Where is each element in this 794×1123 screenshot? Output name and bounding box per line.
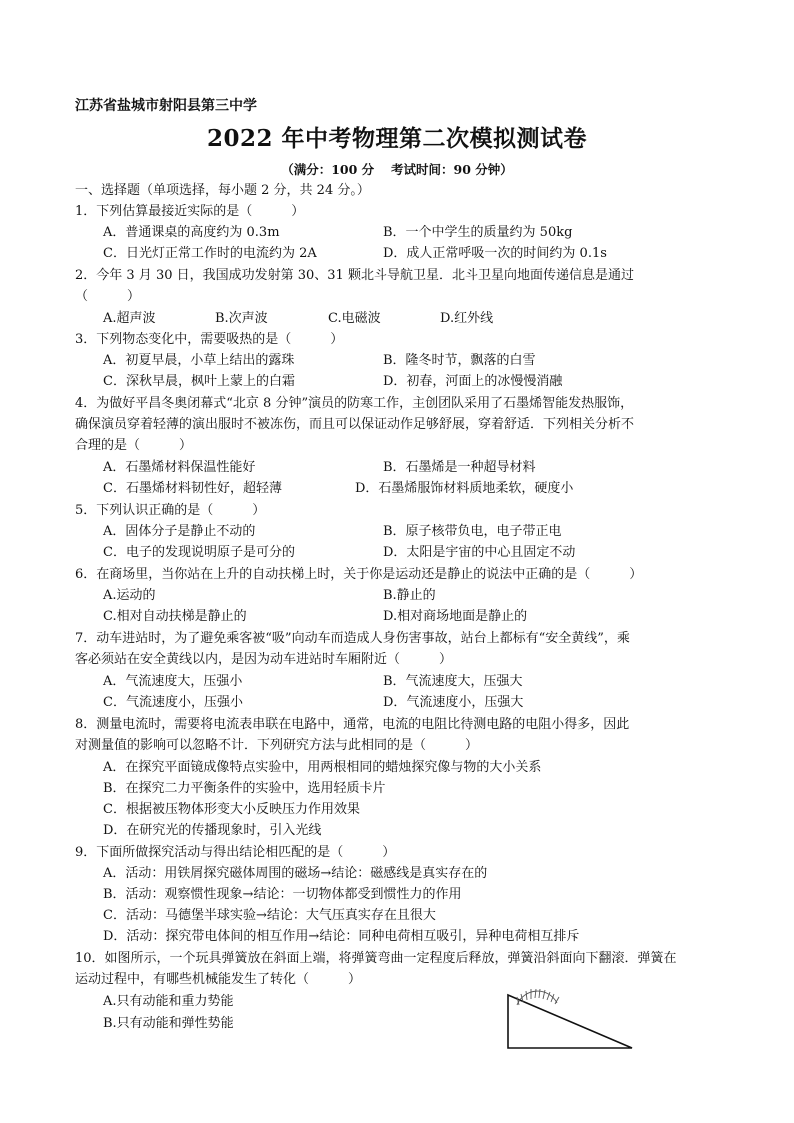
q1-option-a: A．普通课桌的高度约为 0.3m [103, 225, 280, 240]
toy-spring-icon [517, 989, 559, 1005]
q9-option-c: C．活动：马德堡半球实验→结论：大气压真实存在且很大 [103, 908, 436, 923]
q7-option-b: B．气流速度大，压强大 [383, 674, 523, 689]
question-1-stem: 1．下列估算最接近实际的是（ ） [75, 204, 305, 219]
q4-option-d: D．石墨烯服饰材料质地柔软，硬度小 [355, 481, 574, 496]
q3-option-b: B．隆冬时节，飘落的白雪 [383, 353, 536, 368]
q8-option-d: D．在研究光的传播现象时，引入光线 [103, 823, 322, 838]
question-6-stem: 6．在商场里，当你站在上升的自动扶梯上时，关于你是运动还是静止的说法中正确的是（ ） [75, 567, 643, 582]
question-7-stem: 7．动车进站时，为了避免乘客被“吸”向动车而造成人身伤害事故，站台上都标有“安全黄线”，乘 [75, 631, 630, 646]
q9-option-d: D．活动：探究带电体间的相互作用→结论：同种电荷相互吸引，异种电荷相互排斥 [103, 929, 580, 944]
q4-option-c: C．石墨烯材料韧性好，超轻薄 [103, 481, 282, 496]
q10-option-b: B.只有动能和弹性势能 [103, 1016, 234, 1031]
question-2-stem-cont: （ ） [75, 289, 141, 304]
school-name: 江苏省盐城市射阳县第三中学 [75, 98, 257, 114]
q3-option-d: D．初春，河面上的冰慢慢消融 [383, 374, 563, 389]
q1-option-b: B．一个中学生的质量约为 50kg [383, 225, 573, 240]
q5-option-b: B．原子核带负电，电子带正电 [383, 524, 562, 539]
question-10-stem-cont: 运动过程中，有哪些机械能发生了转化（ ） [75, 972, 362, 987]
section-heading: 一、选择题（单项选择，每小题 2 分，共 24 分。） [75, 183, 370, 198]
question-5-stem: 5．下列认识正确的是（ ） [75, 503, 266, 518]
q6-option-a: A.运动的 [103, 588, 156, 603]
q8-option-b: B．在探究二力平衡条件的实验中，选用轻质卡片 [103, 781, 386, 796]
q7-option-a: A．气流速度大，压强小 [103, 674, 243, 689]
exam-subtitle: （满分：100 分 考试时间：90 分钟） [281, 162, 513, 177]
q2-option-a: A.超声波 [103, 311, 156, 326]
q1-option-d: D．成人正常呼吸一次的时间约为 0.1s [383, 246, 607, 261]
question-2-stem: 2．今年 3 月 30 日，我国成功发射第 30、31 颗北斗导航卫星．北斗卫星向地面传递信息是通过 [75, 268, 634, 283]
q7-option-c: C．气流速度小，压强小 [103, 695, 243, 710]
q2-option-b: B.次声波 [215, 311, 268, 326]
q3-option-c: C．深秋早晨，枫叶上蒙上的白霜 [103, 374, 295, 389]
question-3-stem: 3．下列物态变化中，需要吸热的是（ ） [75, 332, 344, 347]
question-10-stem: 10．如图所示，一个玩具弹簧放在斜面上端，将弹簧弯曲一定程度后释放，弹簧沿斜面向下翻滚．弹簧在 [75, 951, 677, 966]
q7-option-d: D．气流速度小，压强大 [383, 695, 524, 710]
q5-option-c: C．电子的发现说明原子是可分的 [103, 545, 295, 560]
q2-option-d: D.红外线 [440, 311, 494, 326]
incline-triangle [508, 995, 632, 1048]
question-8-stem: 8．测量电流时，需要将电流表串联在电路中，通常，电流的电阻比待测电路的电阻小得多，因此 [75, 717, 630, 732]
q9-option-a: A．活动：用铁屑探究磁体周围的磁场→结论：磁感线是真实存在的 [103, 866, 488, 881]
spring-on-incline-figure [505, 985, 635, 1055]
q8-option-c: C．根据被压物体形变大小反映压力作用效果 [103, 802, 360, 817]
q4-option-a: A．石墨烯材料保温性能好 [103, 460, 256, 475]
q5-option-d: D．太阳是宇宙的中心且固定不动 [383, 545, 576, 560]
q5-option-a: A．固体分子是静止不动的 [103, 524, 256, 539]
question-7-stem-cont: 客必须站在安全黄线以内，是因为动车进站时车厢附近（ ） [75, 652, 453, 667]
q6-option-c: C.相对自动扶梯是静止的 [103, 609, 247, 624]
q6-option-b: B.静止的 [383, 588, 436, 603]
q3-option-a: A．初夏早晨，小草上结出的露珠 [103, 353, 295, 368]
question-9-stem: 9．下面所做探究活动与得出结论相匹配的是（ ） [75, 845, 396, 860]
exam-title: 2022 年中考物理第二次模拟测试卷 [206, 125, 588, 152]
q10-option-a: A.只有动能和重力势能 [103, 994, 234, 1009]
q6-option-d: D.相对商场地面是静止的 [383, 609, 528, 624]
question-4-stem-cont: 确保演员穿着轻薄的演出服时不被冻伤，而且可以保证动作足够舒展，穿着舒适．下列相关分析不 [75, 417, 635, 432]
question-8-stem-cont: 对测量值的影响可以忽略不计．下列研究方法与此相同的是（ ） [75, 738, 479, 753]
q9-option-b: B．活动：观察惯性现象→结论：一切物体都受到惯性力的作用 [103, 887, 462, 902]
q1-option-c: C．日光灯正常工作时的电流约为 2A [103, 246, 317, 261]
q2-option-c: C.电磁波 [328, 311, 381, 326]
question-4-stem: 4．为做好平昌冬奥闭幕式“北京 8 分钟”演员的防寒工作，主创团队采用了石墨烯智能发热服饰， [75, 396, 634, 411]
question-4-stem-end: 合理的是（ ） [75, 438, 193, 453]
q8-option-a: A．在探究平面镜成像特点实验中，用两根相同的蜡烛探究像与物的大小关系 [103, 760, 542, 775]
q4-option-b: B．石墨烯是一种超导材料 [383, 460, 536, 475]
